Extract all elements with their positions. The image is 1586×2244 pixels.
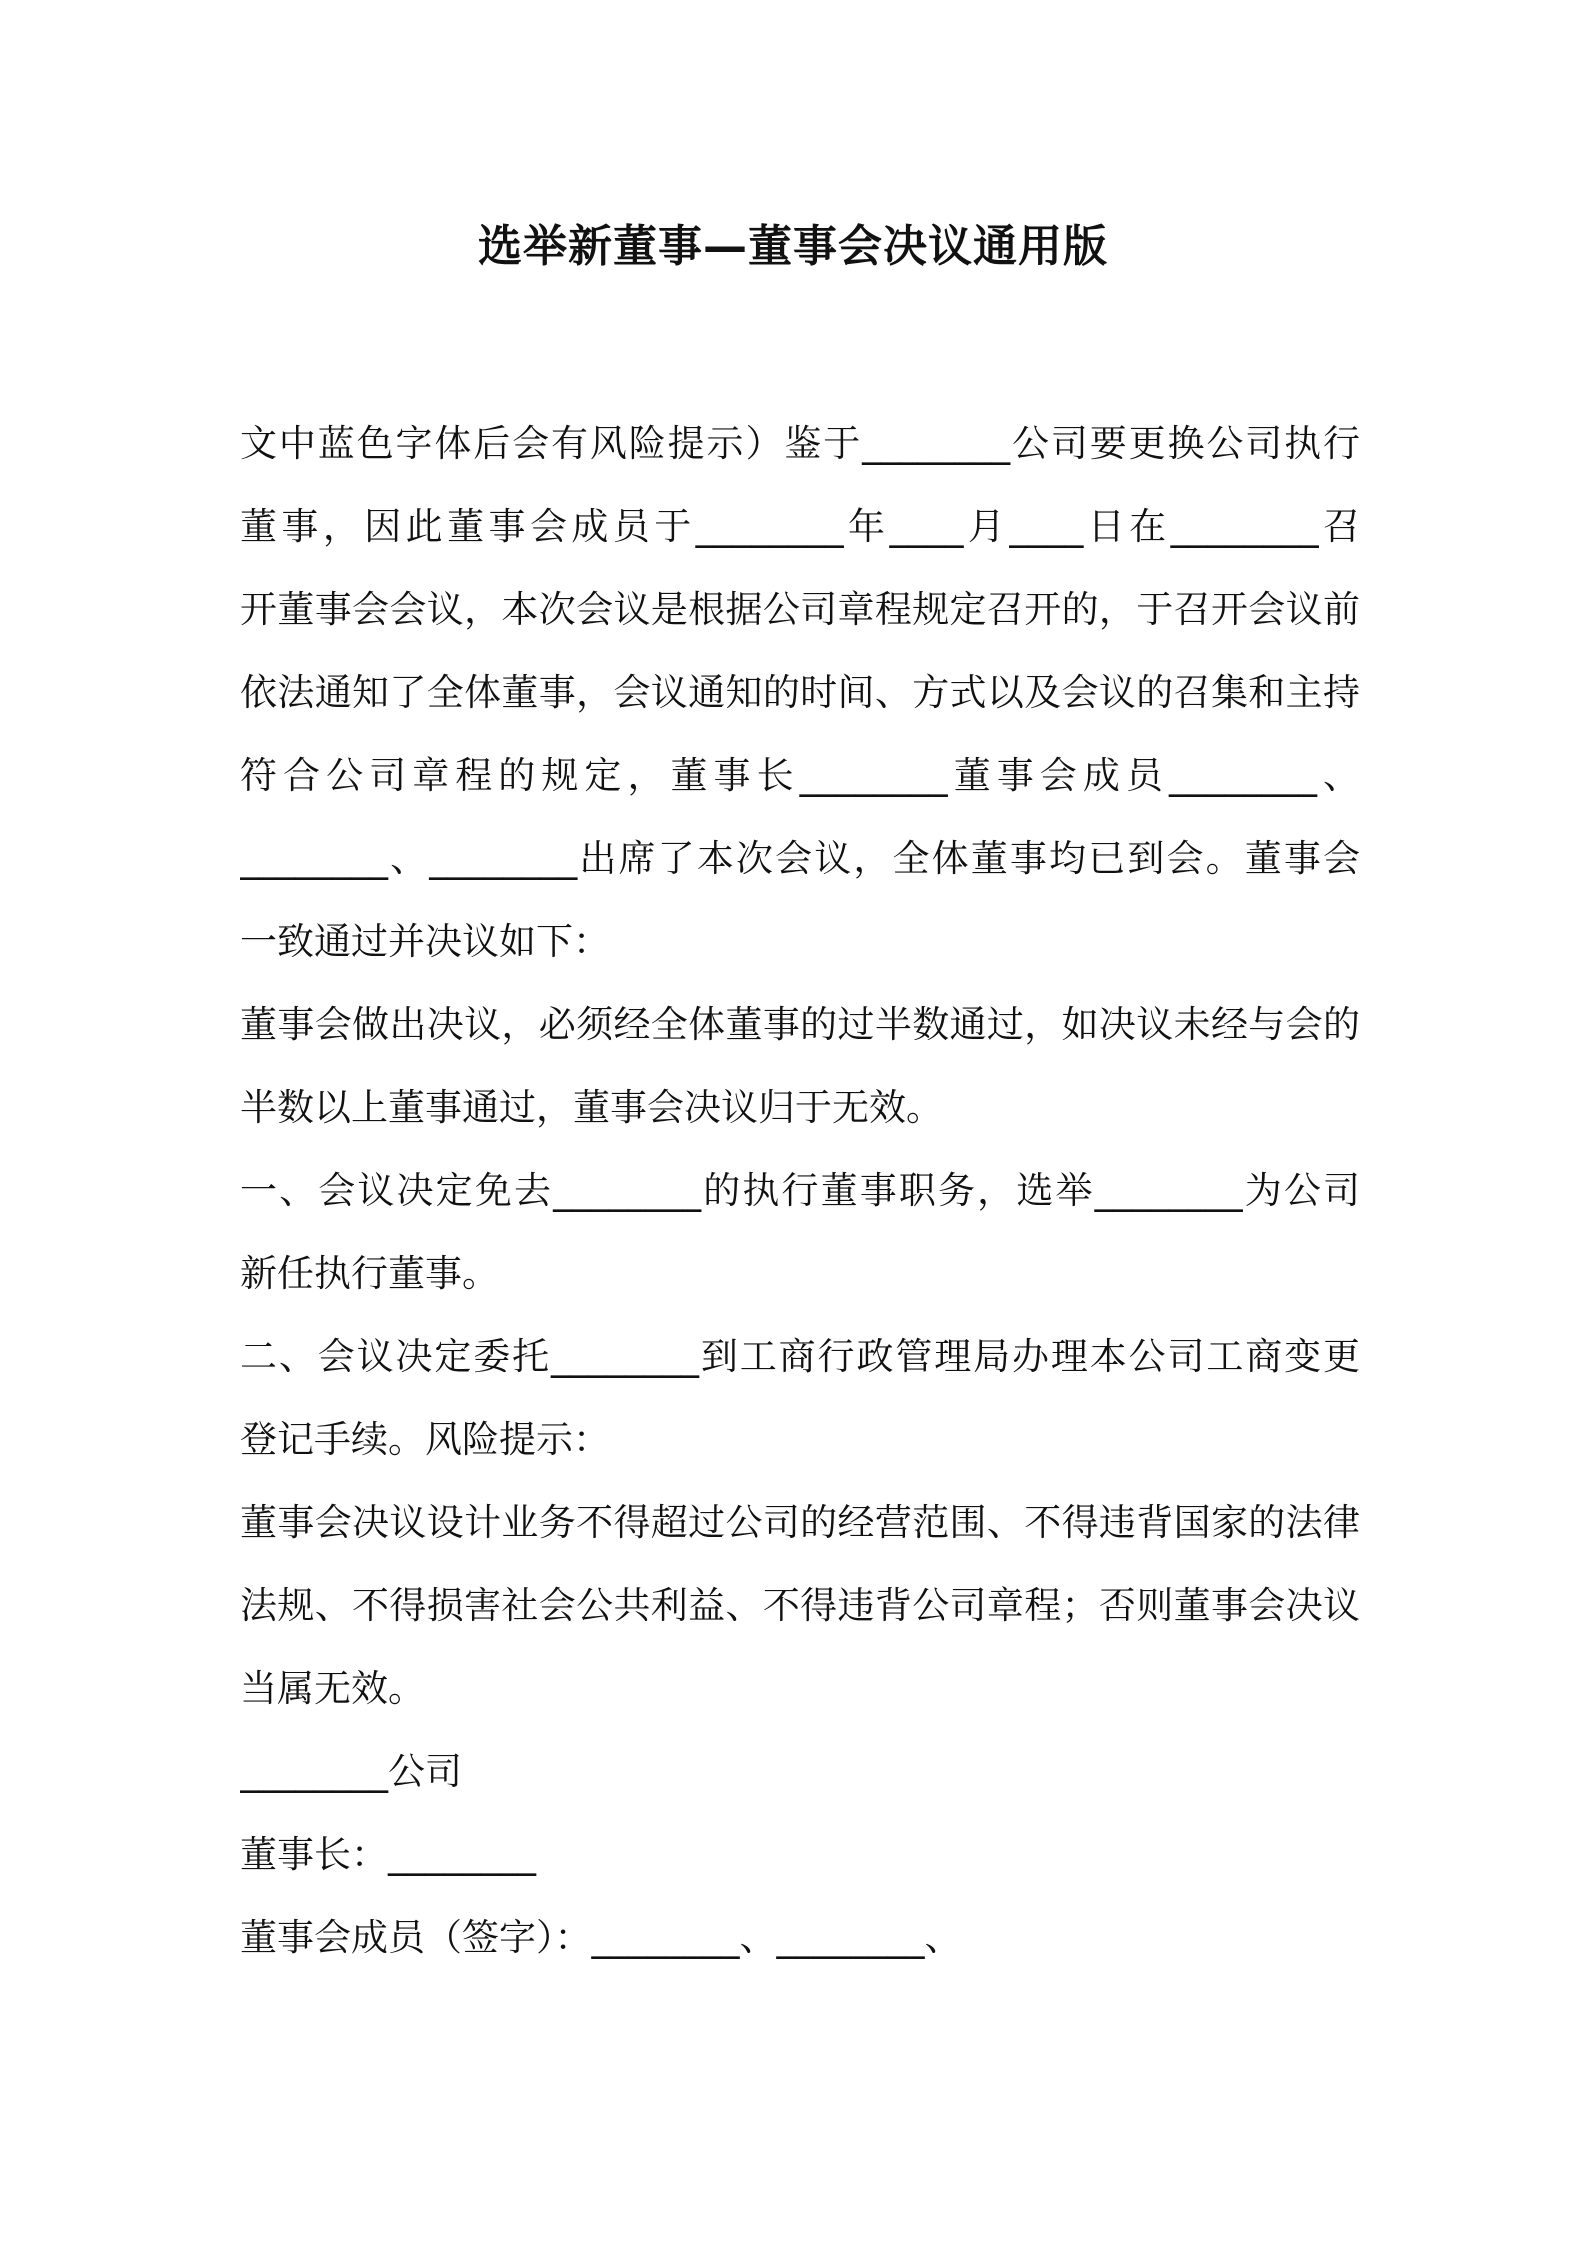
body-line: ________、________出席了本次会议，全体董事均已到会。董事会 bbox=[240, 837, 1360, 880]
body-line: 一致通过并决议如下： bbox=[240, 920, 610, 963]
body-line: 新任执行董事。 bbox=[240, 1252, 499, 1295]
body-line: 半数以上董事通过，董事会决议归于无效。 bbox=[240, 1086, 943, 1129]
document-title: 选举新董事—董事会决议通用版 bbox=[478, 221, 1108, 272]
document-body bbox=[240, 402, 1360, 1979]
company-signature-line: ________公司 bbox=[240, 1750, 462, 1793]
body-line: 董事，因此董事会成员于________年____月____日在________召 bbox=[240, 505, 1360, 548]
body-line: 依法通知了全体董事，会议通知的时间、方式以及会议的召集和主持 bbox=[240, 671, 1360, 714]
body-line: 董事会决议设计业务不得超过公司的经营范围、不得违背国家的法律 bbox=[240, 1501, 1360, 1544]
body-line: 法规、不得损害社会公共利益、不得违背公司章程；否则董事会决议 bbox=[240, 1584, 1360, 1627]
body-line: 登记手续。风险提示： bbox=[240, 1418, 610, 1461]
body-line: 当属无效。 bbox=[240, 1667, 425, 1710]
body-line: 董事会做出决议，必须经全体董事的过半数通过，如决议未经与会的 bbox=[240, 1003, 1360, 1046]
body-line: 文中蓝色字体后会有风险提示）鉴于________公司要更换公司执行 bbox=[240, 422, 1360, 465]
body-line: 一、会议决定免去________的执行董事职务，选举________为公司 bbox=[240, 1169, 1360, 1212]
body-line: 符合公司章程的规定，董事长________董事会成员________、 bbox=[240, 754, 1360, 797]
body-line: 二、会议决定委托________到工商行政管理局办理本公司工商变更 bbox=[240, 1335, 1360, 1378]
board-members-signature-line: 董事会成员（签字）：________、________、 bbox=[240, 1916, 962, 1959]
body-line: 开董事会会议，本次会议是根据公司章程规定召开的，于召开会议前 bbox=[240, 588, 1360, 631]
chairman-signature-line: 董事长：________ bbox=[240, 1833, 536, 1876]
